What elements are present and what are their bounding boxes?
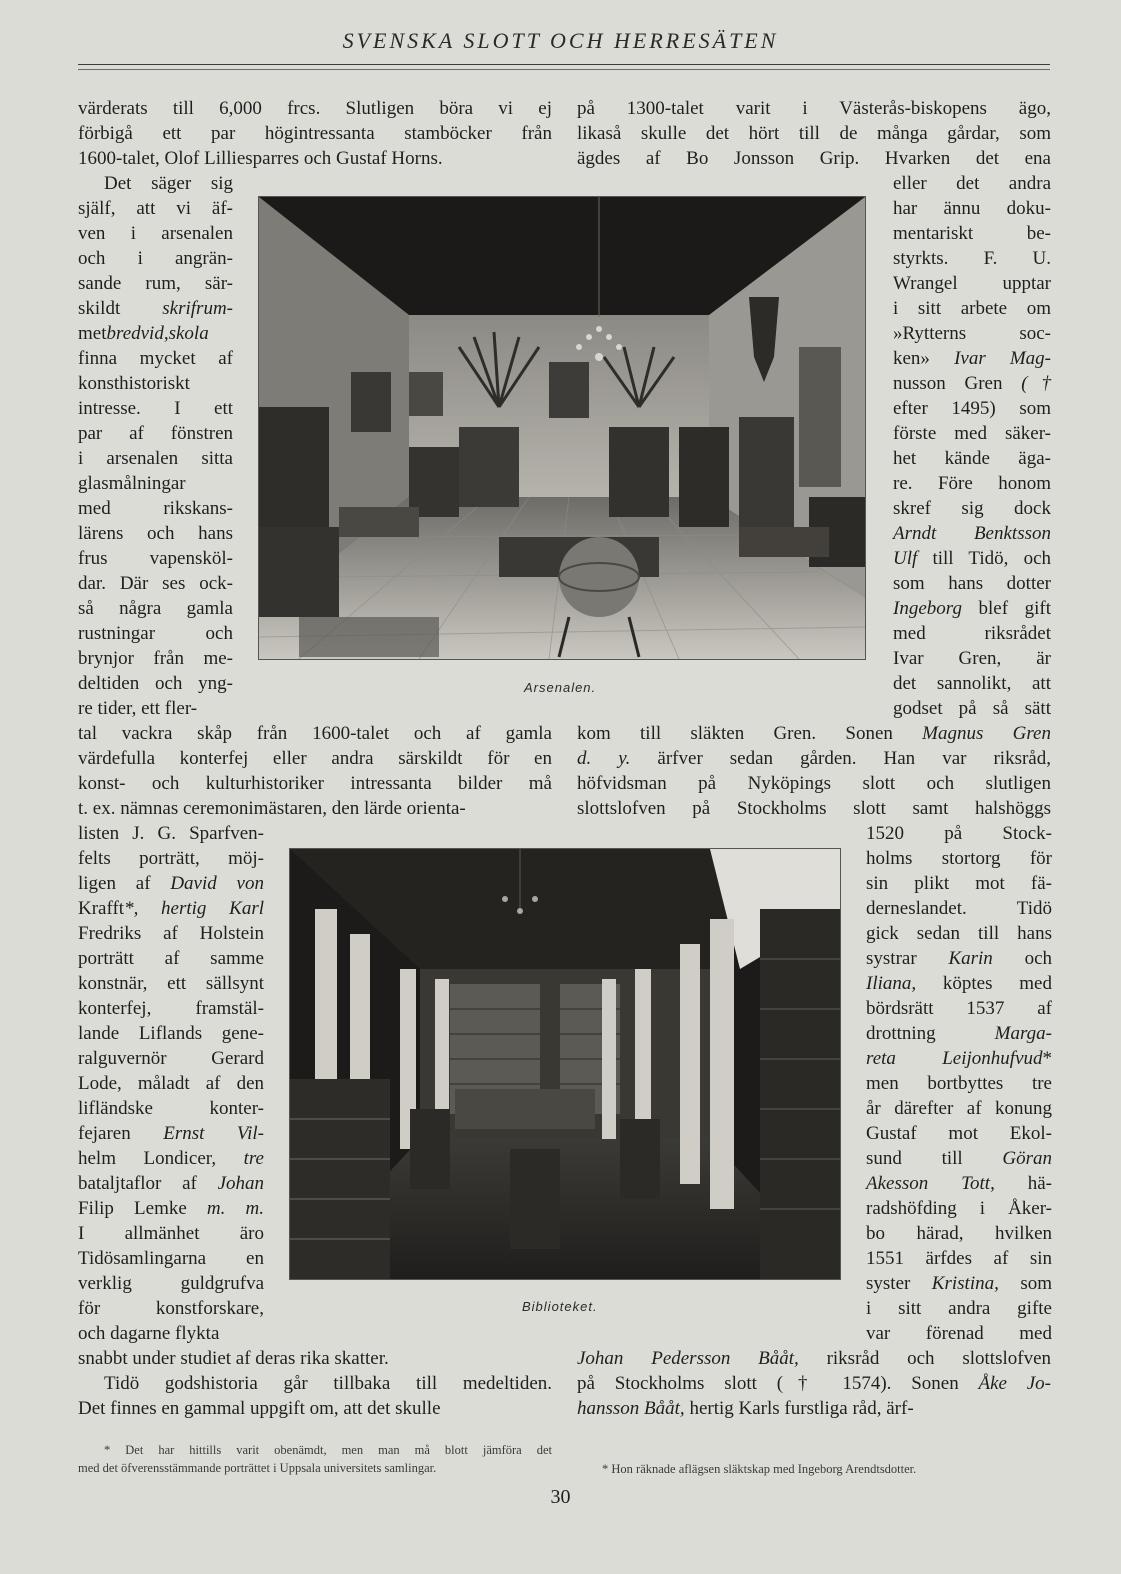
left-column-line — [78, 821, 264, 846]
right-column-line — [893, 671, 1051, 696]
right-column-line — [893, 471, 1051, 496]
text-run: med riksrådet — [893, 623, 1051, 644]
text-run: var förenad med — [866, 1323, 1052, 1344]
text-run: riksråd och slottslofven — [798, 1348, 1051, 1369]
text-run: gick sedan till hans — [866, 923, 1052, 944]
text-run: sin plikt mot fä- — [866, 873, 1052, 894]
text-run: i arsenalen sitta — [78, 448, 233, 469]
right-column-line — [893, 271, 1051, 296]
left-column-line — [78, 1121, 264, 1146]
text-run: nusson Gren — [893, 373, 1003, 394]
right-column-line — [866, 1171, 1052, 1196]
text-run: met — [78, 323, 107, 344]
right-column-line — [893, 346, 1051, 371]
right-column-line — [893, 446, 1051, 471]
text-run: skref sig dock — [893, 498, 1051, 519]
italic-name: bredvid,skola — [106, 323, 209, 344]
left-column-line — [78, 246, 233, 271]
text-run: år därefter af konung — [866, 1098, 1052, 1119]
text-run: ralguvernör Gerard — [78, 1048, 264, 1069]
text-run: efter 1495) som — [893, 398, 1051, 419]
right-column-line — [866, 1046, 1052, 1071]
text-run: t. ex. nämnas ceremonimästaren, den lärde orienta- — [78, 798, 466, 819]
right-column-line — [577, 121, 1051, 146]
text-run: som hans dotter — [893, 573, 1051, 594]
left-column-line — [78, 421, 233, 446]
right-column-line — [866, 1296, 1052, 1321]
header-rule-thin — [78, 69, 1050, 70]
italic-name: David von — [170, 873, 264, 894]
text-run: värderats till 6,000 frcs. Slutligen böra vi ej — [78, 98, 552, 119]
text-run: rustningar och — [78, 623, 233, 644]
text-run: brynjor från me- — [78, 648, 233, 669]
text-run: 1520 på Stock- — [866, 823, 1052, 844]
arsenal-photo-illustration — [259, 197, 865, 659]
header-rule — [78, 64, 1050, 65]
text-run: för konstforskare, — [78, 1298, 264, 1319]
left-column-line — [78, 621, 233, 646]
text-run: ärfver sedan gården. Han var riksråd, — [630, 748, 1051, 769]
text-run: syster — [866, 1273, 932, 1294]
left-column-line — [78, 346, 233, 371]
left-column-line — [78, 196, 233, 221]
italic-name: Magnus Gren — [922, 723, 1051, 744]
text-run: felts porträtt, möj- — [78, 848, 264, 869]
left-column-line — [78, 521, 233, 546]
text-run: verklig guldgrufva — [78, 1273, 264, 1294]
text-run: förste med säker- — [893, 423, 1051, 444]
text-run: bo härad, hvilken — [866, 1223, 1052, 1244]
text-run: lande Liflands gene- — [78, 1023, 264, 1044]
text-run: Tidösamlingarna en — [78, 1248, 264, 1269]
left-column-line — [78, 146, 552, 171]
text-run: Krafft — [78, 898, 125, 919]
italic-name: Marga- — [994, 1023, 1052, 1044]
text-run: Gustaf mot Ekol- — [866, 1123, 1052, 1144]
left-column-line — [78, 446, 233, 471]
right-column-line — [866, 1321, 1052, 1346]
right-column-line — [893, 371, 1051, 396]
left-column-line — [78, 1271, 264, 1296]
text-run: Det säger sig — [104, 173, 233, 194]
italic-name: Arndt Benktsson — [893, 523, 1051, 544]
italic-name: m. m. — [186, 1198, 264, 1219]
italic-name: Karin — [948, 948, 993, 969]
right-column-line — [893, 246, 1051, 271]
italic-name: tre — [216, 1148, 264, 1169]
left-column-line — [78, 1296, 264, 1321]
text-run: styrkts. F. U. — [893, 248, 1051, 269]
italic-name: Göran — [1002, 1148, 1052, 1169]
left-column-line — [78, 171, 233, 196]
right-column-line — [893, 696, 1051, 721]
text-run: höfvidsman på Nyköpings slott och slutligen — [577, 773, 1051, 794]
right-column-line — [866, 1021, 1052, 1046]
text-run: blef gift — [961, 598, 1051, 619]
text-run: mentariskt be- — [893, 223, 1051, 244]
text-run: på Stockholms slott († 1574). Sonen — [577, 1373, 979, 1394]
left-column-line — [78, 996, 264, 1021]
italic-name: Johan Pedersson Bååt, — [577, 1348, 799, 1369]
left-column-line — [78, 896, 264, 921]
right-column-line — [893, 646, 1051, 671]
left-column-line — [78, 946, 264, 971]
text-run: systrar — [866, 948, 949, 969]
italic-name: Ingeborg — [893, 598, 962, 619]
text-run: radshöfding i Åker- — [866, 1198, 1052, 1219]
italic-name: *, hertig Karl — [124, 898, 264, 919]
running-head: SVENSKA SLOTT OCH HERRESÄTEN — [342, 28, 779, 53]
right-column-line — [577, 146, 1051, 171]
text-run: Fredriks af Holstein — [78, 923, 264, 944]
text-run: porträtt af samme — [78, 948, 264, 969]
right-column-line — [893, 571, 1051, 596]
left-column-line — [78, 721, 552, 746]
text-run: Filip Lemke — [78, 1198, 187, 1219]
left-column-line — [78, 746, 552, 771]
right-column-line — [893, 221, 1051, 246]
text-run: i sitt andra gifte — [866, 1298, 1052, 1319]
arsenal-caption: Arsenalen. — [524, 680, 597, 695]
text-run: derneslandet. Tidö — [866, 898, 1052, 919]
right-column-line — [893, 321, 1051, 346]
right-column-line — [893, 621, 1051, 646]
text-run: Ivar Gren, är — [893, 648, 1051, 669]
text-run: deltiden och yng- — [78, 673, 233, 694]
italic-name: Iliana, — [866, 973, 917, 994]
right-column-line — [866, 1246, 1052, 1271]
text-run: konsthistoriskt — [78, 373, 190, 394]
left-column-line — [78, 546, 233, 571]
text-run: till Tidö, och — [917, 548, 1051, 569]
text-run: re tider, ett fler- — [78, 698, 198, 719]
italic-name: Åke Jo- — [978, 1373, 1051, 1394]
page-number: 30 — [550, 1486, 571, 1508]
right-column-line — [866, 1271, 1052, 1296]
italic-name: Kristina, — [931, 1273, 999, 1294]
right-column-line — [577, 1371, 1051, 1396]
text-run: 1600-talet, Olof Lilliesparres och Gustaf Horns. — [78, 148, 443, 169]
italic-name: († — [1002, 373, 1051, 394]
italic-name: d. y. — [577, 748, 631, 769]
right-column-line — [577, 746, 1051, 771]
italic-name: hansson Bååt, — [577, 1398, 685, 1419]
text-run: värdefulla konterfej eller andra särskildt för en — [78, 748, 552, 769]
left-column-line — [78, 1046, 264, 1071]
right-column-line — [866, 1196, 1052, 1221]
left-column-line — [78, 1246, 264, 1271]
left-column-line — [78, 321, 233, 346]
left-column-line — [78, 396, 233, 421]
right-column-line — [893, 296, 1051, 321]
right-column-line — [866, 971, 1052, 996]
library-caption: Biblioteket. — [522, 1299, 598, 1314]
text-run: intresse. I ett — [78, 398, 233, 419]
text-run: och dagarne flykta — [78, 1323, 220, 1344]
footnote-left-line: * Det har hittills varit obenämdt, men man må blott jämföra det — [104, 1443, 552, 1457]
text-run: godset på så sätt — [893, 698, 1051, 719]
left-column-line — [78, 1021, 264, 1046]
text-run: konst- och kulturhistoriker intressanta bilder må — [78, 773, 552, 794]
right-column-line — [577, 1346, 1051, 1371]
text-run: ägdes af Bo Jonsson Grip. Hvarken det ena — [577, 148, 1051, 169]
text-run: Lode, måladt af den — [78, 1073, 264, 1094]
text-run: i sitt arbete om — [893, 298, 1051, 319]
text-run: fejaren — [78, 1123, 164, 1144]
right-column-line — [866, 1121, 1052, 1146]
text-run: slottslofven på Stockholms slott samt halshöggs — [577, 798, 1051, 819]
text-run: het kände äga- — [893, 448, 1051, 469]
left-column-line — [78, 371, 233, 396]
text-run: 1551 ärfdes af sin — [866, 1248, 1052, 1269]
text-run: kom till släkten Gren. Sonen — [577, 723, 923, 744]
text-run: och i angrän- — [78, 248, 233, 269]
text-run: holms stortorg för — [866, 848, 1052, 869]
left-column-line — [78, 871, 264, 896]
right-column-line — [577, 96, 1051, 121]
text-run: det sannolikt, att — [893, 673, 1051, 694]
text-run: som — [998, 1273, 1052, 1294]
text-run: listen J. G. Sparfven- — [78, 823, 264, 844]
text-run: och — [992, 948, 1053, 969]
left-column-line — [78, 271, 233, 296]
left-column-line — [78, 1221, 264, 1246]
left-column-line — [78, 496, 233, 521]
right-column-line — [893, 521, 1051, 546]
text-run: »Rytterns soc- — [893, 323, 1051, 344]
right-column-line — [866, 1146, 1052, 1171]
right-column-line — [577, 771, 1051, 796]
right-column-line — [893, 196, 1051, 221]
left-column-line — [78, 971, 264, 996]
left-column-line — [78, 596, 233, 621]
text-run: själf, att vi äf- — [78, 198, 233, 219]
left-column-line — [78, 771, 552, 796]
right-column-line — [893, 596, 1051, 621]
text-run: Det finnes en gammal uppgift om, att det skulle — [78, 1398, 441, 1419]
right-column-line — [577, 721, 1051, 746]
text-run: ligen af — [78, 873, 171, 894]
right-column-line — [866, 871, 1052, 896]
right-column-line — [866, 1096, 1052, 1121]
text-run: har ännu doku- — [893, 198, 1051, 219]
text-run: med rikskans- — [78, 498, 233, 519]
right-column-line — [893, 171, 1051, 196]
right-column-line — [866, 946, 1052, 971]
left-column-line — [78, 846, 264, 871]
left-column-line — [78, 1096, 264, 1121]
text-run: I allmänhet äro — [78, 1223, 264, 1244]
left-column-line — [78, 1196, 264, 1221]
text-run: drottning — [866, 1023, 995, 1044]
right-column-line — [893, 546, 1051, 571]
text-run: men bortbyttes tre — [866, 1073, 1052, 1094]
left-column-line — [78, 671, 233, 696]
left-column-line — [78, 696, 233, 721]
italic-name: reta Leijonhufvud — [866, 1048, 1043, 1069]
right-column-line — [866, 896, 1052, 921]
text-run: köptes med — [916, 973, 1052, 994]
left-column-line — [78, 1371, 552, 1396]
arsenal-photograph — [258, 196, 866, 660]
text-run: eller det andra — [893, 173, 1051, 194]
text-run: sund till — [866, 1148, 1003, 1169]
left-column-line — [78, 1146, 264, 1171]
text-run: tal vackra skåp från 1600-talet och af gamla — [78, 723, 552, 744]
text-run: finna mycket af — [78, 348, 233, 369]
text-run: frus vapensköl- — [78, 548, 233, 569]
text-run: på 1300-talet varit i Västerås-biskopens ägo, — [577, 98, 1051, 119]
italic-name: Ulf — [893, 548, 918, 569]
text-run: konstnär, ett sällsynt — [78, 973, 264, 994]
left-column-line — [78, 1171, 264, 1196]
text-run: hertig Karls furstliga råd, ärf- — [684, 1398, 914, 1419]
right-column-line — [893, 421, 1051, 446]
right-column-line — [866, 921, 1052, 946]
text-run: förbigå ett par högintressanta stamböcker från — [78, 123, 552, 144]
text-run: dar. Där ses ock- — [78, 573, 233, 594]
right-column-line — [893, 496, 1051, 521]
text-run: bataljtaflor af — [78, 1173, 218, 1194]
left-column-line — [78, 1346, 552, 1371]
text-run: sande rum, sär- — [78, 273, 233, 294]
left-column-line — [78, 796, 552, 821]
right-column-line — [893, 396, 1051, 421]
italic-name: Ivar Mag- — [954, 348, 1051, 369]
text-run: helm Londicer, — [78, 1148, 217, 1169]
text-run: bördsrätt 1537 af — [866, 998, 1052, 1019]
italic-name: Ernst Vil- — [163, 1123, 264, 1144]
left-column-line — [78, 646, 233, 671]
left-column-line — [78, 1396, 552, 1421]
text-run: lärens och hans — [78, 523, 233, 544]
text-run: * — [1042, 1048, 1052, 1069]
text-run: glasmålningar — [78, 473, 186, 494]
left-column-line — [78, 121, 552, 146]
footnote-right: * Hon räknade aflägsen släktskap med Ingeborg Arendtsdotter. — [602, 1462, 917, 1476]
text-run: ken» — [893, 348, 955, 369]
text-run: konterfej, framstäl- — [78, 998, 264, 1019]
text-run: ven i arsenalen — [78, 223, 233, 244]
left-column-line — [78, 921, 264, 946]
text-run: likaså skulle det hört till de många gårdar, som — [577, 123, 1051, 144]
right-column-line — [577, 796, 1051, 821]
right-column-line — [866, 821, 1052, 846]
text-run: hä- — [994, 1173, 1052, 1194]
left-column-line — [78, 571, 233, 596]
footnote-left-line: med det öfverensstämmande porträttet i Uppsala universitets samlingar. — [78, 1461, 437, 1475]
text-run: snabbt under studiet af deras rika skatter. — [78, 1348, 389, 1369]
right-column-line — [866, 846, 1052, 871]
text-run: par af fönstren — [78, 423, 233, 444]
right-column-line — [866, 1071, 1052, 1096]
text-run: re. Före honom — [893, 473, 1051, 494]
right-column-line — [577, 1396, 1051, 1421]
right-column-line — [866, 996, 1052, 1021]
right-column-line — [866, 1221, 1052, 1246]
text-run: så några gamla — [78, 598, 233, 619]
left-column-line — [78, 96, 552, 121]
italic-name: Johan — [217, 1173, 264, 1194]
text-run: lifländske konter- — [78, 1098, 264, 1119]
left-column-line — [78, 221, 233, 246]
left-column-line — [78, 1321, 264, 1346]
library-photo-illustration — [290, 849, 840, 1279]
text-run: Tidö godshistoria går tillbaka till medeltiden. — [104, 1373, 552, 1394]
text-run: Wrangel upptar — [893, 273, 1051, 294]
left-column-line — [78, 1071, 264, 1096]
library-photograph — [289, 848, 841, 1280]
italic-name: Akesson Tott, — [866, 1173, 995, 1194]
left-column-line — [78, 471, 233, 496]
italic-name: skrifrum- — [162, 298, 233, 319]
text-run: skildt — [78, 298, 163, 319]
left-column-line — [78, 296, 233, 321]
